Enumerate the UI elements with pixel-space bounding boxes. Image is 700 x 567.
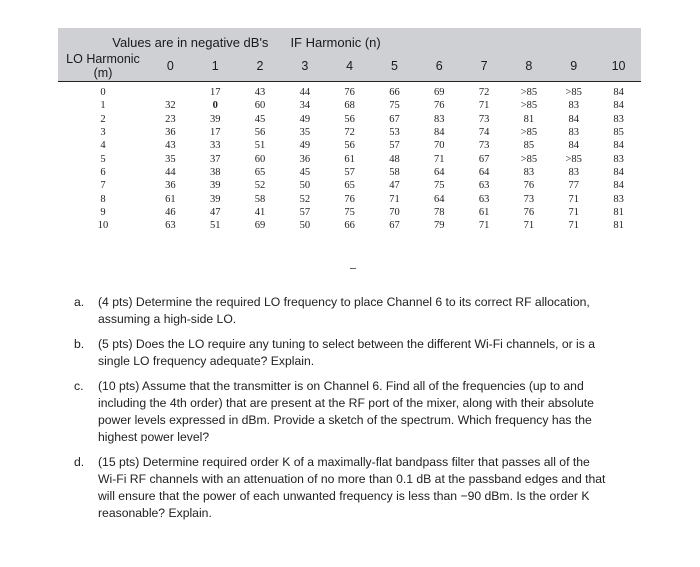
table-row — [58, 219, 641, 232]
table-cell: 68 — [344, 100, 355, 112]
table-cell: 83 — [613, 153, 624, 165]
col-header: 5 — [372, 51, 417, 82]
table-cell: 38 — [209, 166, 221, 178]
table-cell: 57 — [344, 166, 355, 178]
table-cell: 72 — [478, 87, 490, 99]
question-line: assuming a high-side LO. — [98, 312, 237, 326]
table-cell: >85 — [565, 153, 582, 165]
table-cell: 83 — [568, 166, 579, 178]
table-cell: 23 — [165, 113, 176, 125]
table-cell: 70 — [389, 206, 400, 218]
question-line: (5 pts) Does the LO require any tuning to select between the different Wi-Fi channels, or is a — [98, 337, 596, 351]
question-line: reasonable? Explain. — [98, 506, 212, 520]
question-line: (15 pts) Determine required order K of a maximally-flat bandpass filter that passes all of the — [98, 455, 590, 469]
table-cell: >85 — [520, 100, 538, 112]
table-cell: 45 — [254, 113, 266, 125]
table-cell: 44 — [165, 166, 176, 178]
lo-harmonic-value: 5 — [100, 153, 106, 165]
table-cell: 63 — [478, 180, 490, 192]
table-cell: 84 — [568, 140, 579, 152]
table-cell: 39 — [209, 193, 221, 205]
table-cell: 39 — [209, 113, 221, 125]
table-cell: 39 — [209, 180, 221, 192]
table-cell: 64 — [478, 166, 490, 178]
spur-table — [58, 28, 641, 232]
table-cell: 36 — [299, 153, 311, 165]
table-cell: 52 — [299, 193, 311, 205]
units-header: Values are in negative dB's — [58, 28, 282, 51]
table-cell: 66 — [389, 87, 400, 99]
question-line: highest power level? — [98, 430, 210, 444]
table-cell: 67 — [478, 153, 490, 165]
table-cell: 57 — [389, 140, 400, 152]
col-header: 7 — [462, 51, 507, 82]
table-cell: 83 — [568, 100, 579, 112]
question-b — [74, 336, 640, 370]
table-cell: 32 — [165, 100, 176, 112]
table-cell: 37 — [209, 153, 221, 165]
col-header: 1 — [193, 51, 238, 82]
table-cell: 51 — [254, 140, 266, 152]
table-cell: 58 — [254, 193, 266, 205]
table-cell: 41 — [254, 206, 266, 218]
table-cell: 51 — [209, 220, 221, 232]
table-cell: 0 — [212, 100, 218, 112]
question-label: b. — [74, 337, 85, 351]
table-cell: 75 — [344, 206, 355, 218]
table-cell: 76 — [523, 206, 535, 218]
table-cell: 43 — [254, 87, 266, 99]
table-cell: 50 — [299, 220, 311, 232]
question-line: Wi-Fi RF channels with an attenuation of no more than 0.1 dB at the passband edges and that — [98, 472, 606, 486]
table-cell — [148, 82, 193, 100]
table-cell: 67 — [389, 220, 400, 232]
question-list — [74, 294, 640, 530]
lo-harmonic-value: 4 — [100, 140, 106, 152]
table-cell: 73 — [478, 113, 490, 125]
table-cell: 50 — [299, 180, 311, 192]
table-cell: 81 — [613, 206, 624, 218]
table-cell: 84 — [568, 113, 579, 125]
table-cell: 69 — [434, 87, 445, 99]
table-cell: 60 — [254, 100, 266, 112]
table-cell: 71 — [478, 220, 490, 232]
lo-harmonic-value: 2 — [100, 113, 106, 125]
table-cell: 48 — [389, 153, 400, 165]
table-cell: 71 — [568, 193, 579, 205]
table-cell: 33 — [209, 140, 221, 152]
question-line: power levels expressed in dBm. Provide a sketch of the spectrum. Which frequency has the — [98, 413, 592, 427]
table-body — [58, 82, 641, 233]
table-cell: 71 — [389, 193, 400, 205]
table-cell: 35 — [165, 153, 176, 165]
table-cell: >85 — [520, 87, 538, 99]
table-cell: 56 — [344, 140, 355, 152]
table-cell: 71 — [568, 220, 579, 232]
table-cell: 58 — [389, 166, 400, 178]
table-cell: 69 — [254, 220, 266, 232]
table-cell: 84 — [434, 127, 445, 139]
question-label: c. — [74, 379, 84, 393]
lo-harmonic-value: 1 — [100, 100, 106, 112]
table-cell: 56 — [254, 127, 266, 139]
col-header: 4 — [327, 51, 372, 82]
table-cell: 83 — [523, 166, 535, 178]
question-line: (10 pts) Assume that the transmitter is on Channel 6. Find all of the frequencies (up to and — [98, 379, 584, 393]
table-cell: 75 — [434, 180, 445, 192]
table-cell: 83 — [613, 193, 624, 205]
table-row — [58, 82, 641, 100]
divider-mark — [350, 268, 356, 269]
table-cell: 85 — [523, 140, 535, 152]
col-header: 9 — [551, 51, 596, 82]
question-line: will ensure that the power of each unwanted frequency is less than −90 dBm. Is the order K — [98, 489, 590, 503]
lo-harmonic-value: 8 — [100, 193, 106, 205]
table-cell: 66 — [344, 220, 355, 232]
table-cell: 76 — [344, 193, 355, 205]
table-cell: 49 — [299, 140, 311, 152]
table-cell: 76 — [344, 87, 355, 99]
table-cell: >85 — [520, 127, 538, 139]
question-c — [74, 378, 640, 446]
table-cell: 47 — [209, 206, 221, 218]
lo-harmonic-value: 3 — [100, 127, 106, 139]
table-cell: 47 — [389, 180, 400, 192]
table-cell: 73 — [523, 193, 535, 205]
table-cell: 34 — [299, 100, 311, 112]
table-row — [58, 113, 641, 126]
table-cell: 64 — [434, 193, 445, 205]
table-cell: 83 — [613, 113, 624, 125]
if-harmonic-header — [282, 28, 641, 51]
col-header: 2 — [238, 51, 283, 82]
table-cell: 65 — [344, 180, 355, 192]
table-cell: >85 — [520, 153, 538, 165]
table-cell: 71 — [523, 220, 535, 232]
table-cell: 84 — [613, 87, 624, 99]
col-header: 6 — [417, 51, 462, 82]
table-cell: 64 — [434, 166, 445, 178]
table-cell: 17 — [209, 127, 221, 139]
table-cell: 85 — [613, 127, 624, 139]
table-header-row-2 — [58, 51, 641, 82]
table-row — [58, 99, 641, 112]
table-cell: 75 — [389, 100, 400, 112]
question-a — [74, 294, 640, 328]
table-cell: 71 — [568, 206, 579, 218]
table-cell: 60 — [254, 153, 266, 165]
col-header: 10 — [596, 51, 641, 82]
table-cell: 17 — [209, 87, 221, 99]
table-cell: 79 — [434, 220, 445, 232]
lo-harmonic-value: 9 — [100, 206, 106, 218]
table-cell: 71 — [478, 100, 490, 112]
question-line: including the 4th order) that are present at the RF port of the mixer, along with their absolute — [98, 396, 594, 410]
table-cell: 78 — [434, 206, 445, 218]
table-cell: 71 — [434, 153, 445, 165]
table-cell: 83 — [434, 113, 445, 125]
table-cell: 61 — [165, 193, 176, 205]
table-cell: 81 — [523, 113, 535, 125]
table-cell: 61 — [478, 206, 490, 218]
table-cell: 43 — [165, 140, 176, 152]
table-cell: 46 — [165, 206, 176, 218]
table-cell: 84 — [613, 100, 624, 112]
table-cell: 57 — [299, 206, 311, 218]
table-cell: 84 — [613, 140, 624, 152]
table-cell: 53 — [389, 127, 400, 139]
table-row — [58, 152, 641, 165]
table-cell: 81 — [613, 220, 624, 232]
table-cell: 70 — [434, 140, 445, 152]
col-header: 3 — [282, 51, 327, 82]
lo-harmonic-value: 7 — [100, 180, 106, 192]
table-cell: 36 — [165, 127, 176, 139]
harmonic-table — [58, 28, 641, 232]
table-row — [58, 192, 641, 205]
table-cell: 36 — [165, 180, 176, 192]
if-harmonic-label: IF Harmonic (n) — [290, 35, 381, 50]
table-row — [58, 126, 641, 139]
table-cell: 61 — [344, 153, 355, 165]
table-cell: 73 — [478, 140, 490, 152]
table-cell: 83 — [568, 127, 579, 139]
table-cell: 76 — [523, 180, 535, 192]
table-cell: 84 — [613, 166, 624, 178]
table-row — [58, 206, 641, 219]
table-cell: 74 — [478, 127, 490, 139]
table-cell: 63 — [478, 193, 490, 205]
table-cell: >85 — [565, 87, 582, 99]
table-cell: 52 — [254, 180, 266, 192]
lo-harmonic-header: LO Harmonic (m) — [58, 51, 148, 82]
lo-harmonic-value: 0 — [100, 87, 106, 99]
col-header: 0 — [148, 51, 193, 82]
question-line: single LO frequency adequate? Explain. — [98, 354, 315, 368]
table-cell: 65 — [254, 166, 266, 178]
table-cell: 49 — [299, 113, 311, 125]
table-cell: 44 — [299, 87, 311, 99]
table-header-row-1 — [58, 28, 641, 51]
table-cell: 76 — [434, 100, 445, 112]
lo-harmonic-value: 10 — [97, 220, 109, 232]
lo-harmonic-value: 6 — [100, 166, 106, 178]
question-line: (4 pts) Determine the required LO frequency to place Channel 6 to its correct RF allocation, — [98, 295, 590, 309]
table-cell: 56 — [344, 113, 355, 125]
question-label: d. — [74, 455, 85, 469]
table-cell: 35 — [299, 127, 311, 139]
question-label: a. — [74, 295, 85, 309]
table-cell: 77 — [568, 180, 579, 192]
table-cell: 67 — [389, 113, 400, 125]
table-cell: 84 — [613, 180, 624, 192]
question-d — [74, 454, 640, 522]
table-row — [58, 139, 641, 152]
table-row — [58, 166, 641, 179]
table-cell: 45 — [299, 166, 311, 178]
table-row — [58, 179, 641, 192]
table-cell: 72 — [344, 127, 355, 139]
col-header: 8 — [507, 51, 552, 82]
table-cell: 63 — [165, 220, 176, 232]
